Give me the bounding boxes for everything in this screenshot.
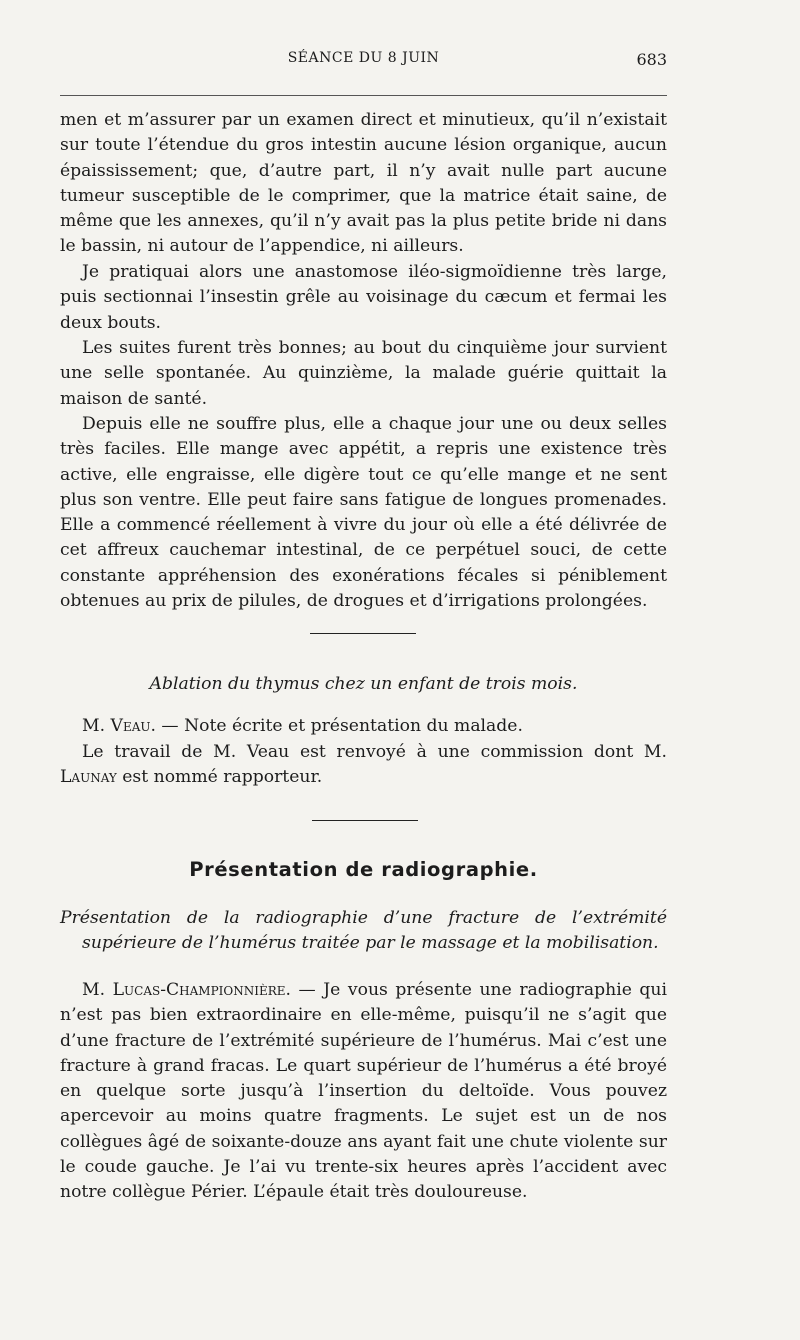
section-separator [312, 820, 418, 821]
section-subtitle: Présentation de la radiographie d’une fracture de l’extrémité supérieure de l’humérus traitée par le massage et la mobilisation. [60, 908, 667, 954]
page-number: 683 [636, 50, 667, 69]
running-head: SÉANCE DU 8 JUIN [287, 50, 440, 66]
speaker-name: M. Lucas-Championnière. [82, 980, 291, 1000]
paragraph-text: Le travail de M. Veau est renvoyé à une commission dont M. [82, 742, 667, 762]
paragraph-1: men et m’assurer par un examen direct et minutieux, qu’il n’existait sur toute l’étendue du gros intestin aucune lésion organique, aucun épaississement; que, d’autre part, il n’y avait nulle part aucune tumeur susceptible de le comprimer, que la matrice était saine, de même que les annexes, qu’il n’y avait pas la plus petite bride ni dans le bassin, ni autour de l’appendice, ni ailleurs. [60, 110, 667, 257]
header-rule [60, 95, 667, 96]
paragraph-text: — Note écrite et présentation du malade. [155, 716, 523, 736]
section-title-thymus: Ablation du thymus chez un enfant de trois mois. [149, 674, 578, 694]
paragraph-lucas-championniere [60, 978, 667, 1206]
paragraph-text: est nommé rapporteur. [116, 767, 323, 788]
page-header [60, 50, 667, 74]
speaker-name: M. Veau. [82, 716, 156, 736]
paragraph-veau-note [60, 714, 667, 739]
paragraph-3: Les suites furent très bonnes; au bout du cinquième jour survient une selle spontanée. Au quinzième, la malade guérie quittait la maison de santé. [60, 338, 667, 409]
section-heading-radiographie: Présentation de radiographie. [189, 858, 538, 881]
paragraph-text: — Je vous présente une radiographie qui n’est pas bien extraordinaire en elle-même, puisqu’il ne s’agit que d’une fracture de l’extrémité supérieure de l’humérus. Mai c’est une fracture à grand fracas. Le quart supérieur de l’humérus a été broyé en quelque sorte jusqu’à l’insertion du deltoïde. Vous pouvez apercevoir au moins quatre fragments. Le sujet est un de nos collègues âgé de soixante-douze ans ayant fait une chute violente sur le coude gauche. Je l’ai vu trente-six heures après l’accident avec notre collègue Périer. L’épaule était très douloureuse. [60, 980, 667, 1203]
paragraph-commission [60, 740, 667, 791]
paragraph-4: Depuis elle ne souffre plus, elle a chaque jour une ou deux selles très faciles. Elle mange avec appétit, a repris une existence très active, elle engraisse, elle digère tout ce qu’elle mange et ne sent plus son ventre. Elle peut faire sans fatigue de longues promenades. Elle a commencé réellement à vivre du jour où elle a été délivrée de cet affreux cauchemar intestinal, de ce perpétuel souci, de cette constante appréhension des exonérations fécales si péniblement obtenues au prix de pilules, de drogues et d’irrigations prolongées. [60, 414, 667, 612]
paragraph-2: Je pratiquai alors une anastomose iléo-sigmoïdienne très large, puis sectionnai l’insestin grêle au voisinage du cæcum et fermai les deux bouts. [60, 262, 667, 333]
rapporteur-name: Launay [60, 767, 117, 788]
section-separator [310, 633, 416, 634]
